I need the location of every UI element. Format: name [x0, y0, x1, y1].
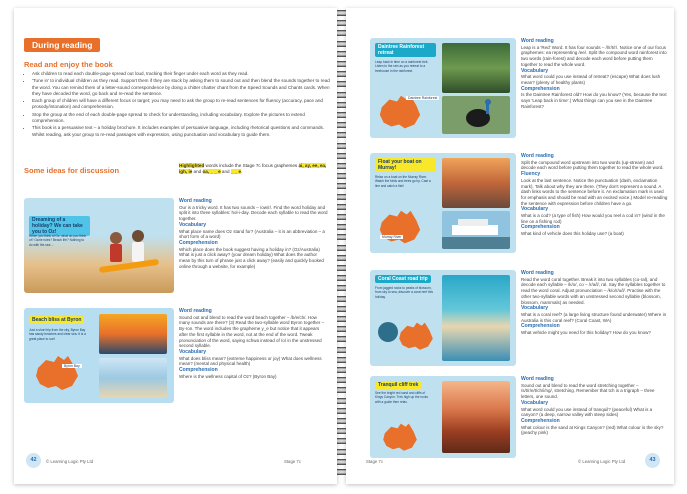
stage-label: Stage 7c — [366, 459, 383, 464]
note-label: Comprehension — [179, 367, 218, 374]
left-page — [14, 8, 337, 484]
stage-label: Stage 7c — [284, 459, 301, 464]
book-spread-1 — [24, 198, 174, 293]
section-heading: Read and enjoy the book — [24, 60, 113, 69]
note-label: Vocabulary — [521, 206, 549, 213]
highlight-text: . — [241, 169, 243, 174]
map-label: Byron Bay — [64, 364, 80, 368]
spread-text: Relax on a boat on the Murray River. Watch the birds and trees go by. Cast a line and catch a fish! — [375, 175, 431, 188]
bullet-item: • Ask children to read each double-page spread out loud, tracking their finger under each word as they read. — [32, 71, 332, 77]
sunset-photo — [99, 314, 167, 354]
surfers-photo — [94, 218, 164, 288]
note-text: What does bliss mean? (extreme happiness or joy) What does wellness mean? (mental and physical health) — [179, 355, 322, 367]
note-text: What vehicle might you need for this holiday? How do you know? — [521, 330, 651, 336]
spread-text: Leap back in time on a rainforest trek. Listen to the rain as you retreat to a treehouse in the rainforest. — [375, 60, 429, 73]
book-spread-4 — [370, 153, 516, 253]
reef-photo — [378, 322, 398, 342]
book-spread-6 — [370, 376, 516, 458]
note-text: What place name does Oz stand for? (Australia – it is an abbreviation – a short form of a word) — [179, 228, 325, 240]
book-spread-2 — [24, 308, 174, 403]
note-label: Word reading — [521, 376, 554, 382]
bullet-item: • 'Tune in' to individual children as they read. Support them if they are stuck by asking them to sound out and then blend the sounds together to read the word. You can remind them of a letter-sound correspondence by doing a chitter chatter chant from the Speed Sounds and Chants cards. When they have decoded the word, go back and re-read the sentence. — [32, 78, 332, 97]
spread-3-notes — [521, 38, 669, 109]
note-text: Leap is a 'Red' Word. It has four sounds – /l/r/t/r/. Notice one of our focus graphemes: ea representing /ee/. Split the compound word rainforest into two words (rain-forest) and decode each word before putting them together to read the whole word. — [521, 44, 667, 67]
note-text: What is a coral reef? (a large living structure found underwater) Where in Australia is this coral reef? (Coral Coast, WA) — [521, 311, 667, 323]
note-text: Split the compound word upstream into two words (up-stream) and decode each word before putting them together to read the whole word. — [521, 159, 664, 171]
grapheme-list: oa, _ _ e — [202, 169, 221, 174]
note-label: Word reading — [521, 270, 554, 276]
bullet-item: • Each group of children will have a different focus or target; you may need to ask the group to re-read sentences for fluency (accuracy, pace and prosody/intonation) and comprehension. — [32, 98, 332, 110]
bullet-item: • This book is a persuasive text – a holiday brochure. It includes examples of persuasive language, including rhetorical questions and commands. Whilst reading, ask your group to re-read passages with expression, using punctuation and vocabulary to guide them. — [32, 125, 332, 137]
rainforest-photo — [442, 43, 510, 93]
note-label: Fluency — [521, 171, 541, 178]
note-text: Sound out and blend to read the word beach together – /b/e/ch/. How many sounds are there? (3) Read the two-syllable word Byron together – By-ron. The word includes the grapheme y_e but notice that it appears after the first syllable in the word, not at the end of the word. Tweak pronunciation of the word, saying schwa instead of /o/ in the unstressed second syllable. — [179, 314, 325, 349]
note-text: Our is a tricky word. It has two sounds – /ow/r/. Find the word holiday and split it into three syllables: hol-i-day. Decode each syllable to read the word together. — [179, 204, 328, 222]
book-spread-3 — [370, 38, 516, 138]
note-label: Word reading — [521, 38, 554, 44]
right-page — [346, 8, 674, 484]
sunset-river-photo — [442, 158, 510, 208]
spread-title: Beach bliss at Byron — [29, 316, 84, 324]
highlight-text: words include the Stage 7c focus graphemes — [204, 163, 299, 168]
note-text: What colour is the sand at Kings Canyon? (red) What colour is the sky? (peachy pink) — [521, 424, 664, 436]
note-text: Look at the last sentence. Notice the punctuation (dash, exclamation mark). Talk about why they are there. (They don't represent a sound. A dash links words to the sentence before it. An exclamation mark is used for emphasis and should be read with an excited voice.) Model re-reading the sentence with expression before children have a go. — [521, 177, 668, 206]
note-label: Comprehension — [179, 239, 218, 246]
note-text: Read the word coral together. Break it into two syllables (co-ral), and decode each syllable – /k/o/, co – /r/a/l/, ral. Say the syllables together to read the word coral. Adjust pronunciation – /k/o/r/u/l/. Practise with the other two-syllable words with an unstressed second syllable (blossom, blossom, mammals) as needed. — [521, 276, 666, 305]
note-text: Is the Daintree Rainforest old? How do you know? (Yes, because the text says 'Leap back in time'.) What things can you see in the Daintree Rainforest? — [521, 92, 667, 109]
spread-text: When you think of Oz, what do you think of? Ozzie rules? Beach life? Nothing to do with the sea ... — [29, 234, 87, 247]
ideas-heading: Some ideas for discussion — [24, 166, 120, 175]
note-label: Vocabulary — [179, 348, 207, 355]
grapheme-list: _ _ e — [230, 169, 242, 174]
spread-5-notes — [521, 270, 669, 336]
spread-title: Coral Coast road trip — [375, 275, 431, 283]
spread-2-notes — [179, 308, 329, 379]
copyright: © Learning Logic Pty Ltd — [578, 459, 626, 464]
note-label: Word reading — [179, 308, 212, 314]
book-spread-5 — [370, 270, 516, 366]
highlight-text: and — [192, 169, 203, 174]
note-label: Vocabulary — [521, 399, 549, 406]
note-label: Word reading — [521, 153, 554, 159]
cassowary-photo — [442, 96, 510, 134]
spread-4-notes — [521, 153, 669, 237]
note-text: Which place does the book suggest having a holiday in? (Oz/Australia) What is just a click away? (your dream holiday) What does the author mean by this turn of phrase just a click away? (easily and quickly booked online through a website, for example) — [179, 246, 324, 269]
note-text: What kind of vehicle does this holiday use? (a boat) — [521, 231, 624, 237]
spread-6-notes — [521, 376, 669, 436]
note-text: Sound out and blend to read the word stretching together – /s/t/r/e/t/ch/i/ng/, stretching. Remember that tch is a trigraph – three letters, one sound. — [521, 382, 655, 400]
highlight-text: and — [220, 169, 231, 174]
highlight-note — [179, 163, 329, 175]
bullet-item: • Stop the group at the end of each double-page spread to check for understanding, including vocabulary. Explore the pictures to extend comprehension. — [32, 112, 332, 124]
australia-map-icon — [380, 422, 420, 454]
note-label: Comprehension — [521, 224, 560, 231]
note-label: Comprehension — [521, 417, 560, 424]
spread-text: From jagged rocks to peaks of blossom, from sky to sea, discover a coral reef this holiday. — [375, 286, 433, 299]
during-reading-banner: During reading — [24, 38, 100, 52]
note-text: What word could you use instead of retreat? (escape) What does lush mean? (plenty of healthy plants) — [521, 74, 661, 85]
map-label: Murray River — [382, 235, 402, 239]
note-label: Vocabulary — [179, 221, 207, 228]
australia-map-icon — [32, 354, 82, 394]
beach-photo — [99, 358, 167, 398]
note-label: Word reading — [179, 198, 212, 204]
instruction-list — [24, 71, 332, 139]
spread-title: Float your boat on Murray! — [375, 158, 436, 172]
spread-text: See the bright red sand and cliffs of Kings Canyon. Trek high up the rocks with a guide then relax. — [375, 391, 428, 404]
page-number: 43 — [645, 453, 660, 468]
spread-1-notes — [179, 198, 329, 269]
spread-title: Dreaming of a holiday? We can take you to Oz! — [29, 216, 90, 236]
note-text: What is a cod? (a type of fish) How would you reel a cod in? (wind in the line on a fishing rod) — [521, 213, 665, 224]
note-text: Where is the wellness capital of Oz? (Byron Bay) — [179, 373, 277, 379]
houseboat-photo — [442, 211, 510, 249]
note-label: Vocabulary — [521, 305, 549, 312]
spread-title: Tranquil cliff trek — [375, 381, 421, 389]
spread-text: Just a short trip from the city, Byron Bay has sandy beaches and clear sea. It is a great place to surf. — [29, 328, 86, 341]
highlight-word: Highlighted — [179, 163, 205, 168]
copyright: © Learning Logic Pty Ltd — [46, 459, 94, 464]
note-text: What word could you use instead of tranquil? (peaceful) What is a canyon? (a deep, narrow valley with steep sides) — [521, 406, 653, 418]
map-label: Daintree Rainforest — [408, 96, 438, 100]
coast-photo — [442, 275, 510, 361]
grapheme-list: ai, ay, ee, ea, igh, ie — [179, 163, 327, 174]
canyon-photo — [442, 381, 510, 453]
spread-title: Daintree Rainforest retreat — [375, 43, 436, 57]
australia-map-icon — [396, 320, 436, 354]
australia-map-icon — [376, 208, 424, 248]
note-label: Comprehension — [521, 85, 560, 92]
page-number: 42 — [26, 453, 41, 468]
note-label: Comprehension — [521, 323, 560, 330]
note-label: Vocabulary — [521, 67, 549, 74]
